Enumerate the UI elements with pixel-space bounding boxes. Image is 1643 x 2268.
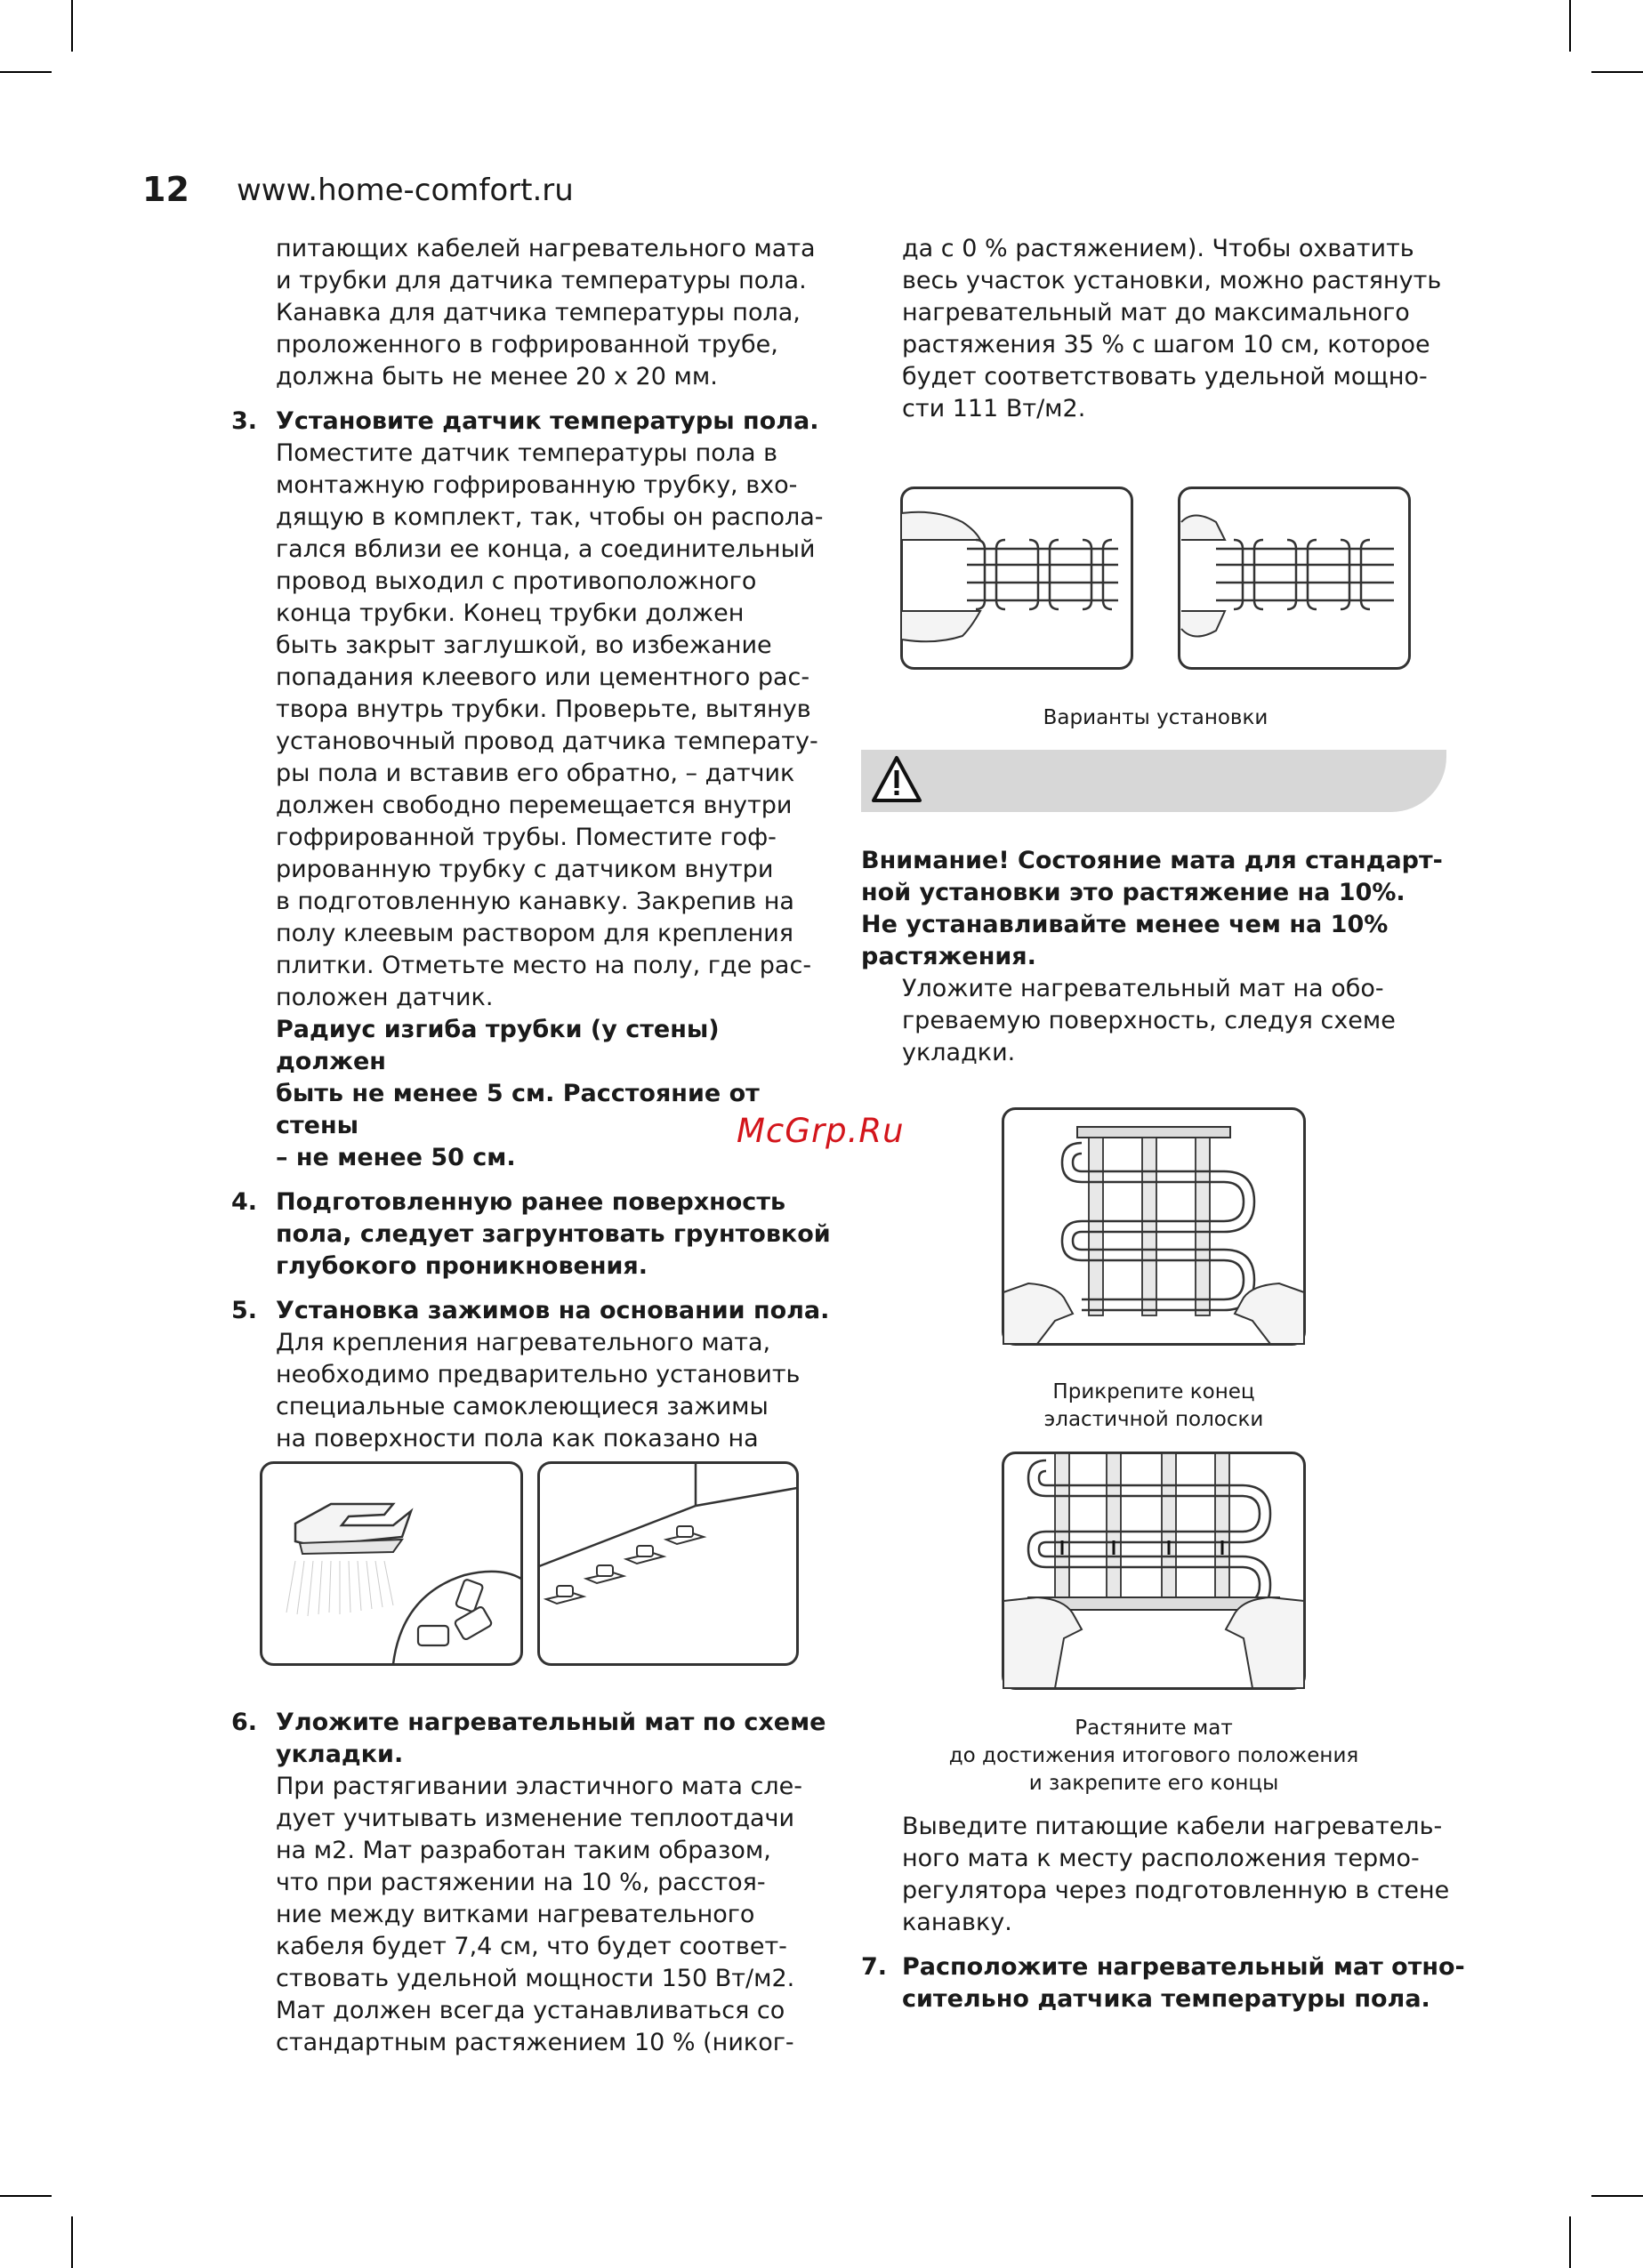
intro-paragraph: питающих кабелей нагревательного мата и трубки для датчика температуры пола. Канавка для датчика температуры пола, проложенного в гофрированной трубе, должна быть не менее 20 x 20 мм. — [276, 235, 816, 390]
warning-text: Внимание! Состояние мата для стандарт- ной установки это растяжение на 10%. Не устанавливайте менее чем на 10% растяжения. — [861, 847, 1443, 970]
crop-mark — [0, 71, 52, 73]
step-7: 7. Расположите нагревательный мат отно- сительно датчика температуры пола. — [861, 1953, 1465, 2013]
step-4: 4. Подготовленную ранее поверхность пола, следует загрунтовать грунтовкой глубокого проникновения. — [231, 1188, 831, 1280]
page-number: 12 — [142, 170, 189, 209]
crop-mark — [0, 2195, 52, 2197]
right-column-bottom — [861, 1811, 1466, 2015]
crop-mark — [71, 0, 73, 52]
crop-mark — [1569, 0, 1571, 52]
mat-attach-figure — [1002, 1107, 1306, 1346]
figure-caption: Растяните мат до достижения итогового положения и закрепите его концы — [948, 1717, 1359, 1795]
right-column-middle — [861, 845, 1466, 1069]
right-column-top: да с 0 % растяжением). Чтобы охватить весь участок установки, можно растянуть нагревательный мат до максимального растяжения 35 % с шагом 10 см, которое будет соответствовать удельной мощно- сти 111 Вт/м2. — [902, 235, 1442, 422]
crop-mark — [71, 2216, 73, 2268]
lay-paragraph: Уложите нагревательный мат на обо- греваемую поверхность, следуя схеме укладки. — [902, 975, 1396, 1066]
clamp-install-figure — [260, 1461, 523, 1666]
clamp-floor-figure — [537, 1461, 799, 1666]
watermark: McGrp.Ru — [737, 1112, 905, 1150]
site-url: www.home-comfort.ru — [237, 173, 574, 208]
cables-paragraph: Выведите питающие кабели нагреватель- ного мата к месту расположения термо- регулятора через подготовленную в стене канавку. — [902, 1813, 1450, 1936]
crop-mark — [1591, 71, 1643, 73]
crop-mark — [1569, 2216, 1571, 2268]
left-column — [231, 233, 836, 1487]
step-6: 6. Уложите нагревательный мат по схеме укладки. При растягивании эластичного мата сле- дует учитывать изменение теплоотдачи на м2. Мат разработан таким образом, что при растяжении на 10 %, расстоя- ние между витками нагревательного кабеля будет 7,4 см, что будет соответ- ствовать удельной мощности 150 Вт/м2. Мат должен всегда устанавливаться со стандартным растяжением 10 % (никог- — [231, 1709, 826, 2056]
step-3-title: Установите датчик температуры пола. — [276, 407, 819, 435]
crop-mark — [1591, 2195, 1643, 2197]
step-3: 3. Установите датчик температуры пола. Поместите датчик температуры пола в монтажную гофрированную трубку, вхо- дящую в комплект, так, чтобы он распола- гался вблизи ее конца, а соединительный провод выходил с противоположного конца трубки. Конец трубки должен быть закрыт заглушкой, во избежание попадания клеевого или цементного рас- твора внутрь трубки. Проверьте, вытянув установочный провод датчика температу- ры пола и вставив его обратно, – датчик должен свободно перемещается внутри гофрированной трубы. Поместите гоф- рированную трубку с датчиком внутри в подготовленную канавку. Закрепив на полу клеевым раствором для крепления плитки. Отметьте место на полу, где рас- положен датчик. Радиус изгиба трубки (у стены) должен быть не менее 5 см. Расстояние от стены – не менее 50 см. — [231, 406, 836, 1174]
warning-icon — [870, 754, 923, 806]
figure-caption: Прикрепите конец эластичной полоски — [1043, 1380, 1264, 1431]
step-5: 5. Установка зажимов на основании пола. Для крепления нагревательного мата, необходимо предварительно установить специальные самоклеющиеся зажимы на поверхности пола как показано на — [231, 1295, 836, 1487]
warning-bar — [861, 750, 1446, 812]
installation-variants-figure — [900, 487, 1411, 670]
mat-stretch-figure — [1002, 1452, 1306, 1690]
left-column-bottom — [231, 1707, 836, 2059]
figure-caption: Варианты установки — [1043, 706, 1268, 729]
step-5-title: Установка зажимов на основании пола. — [276, 1297, 830, 1324]
